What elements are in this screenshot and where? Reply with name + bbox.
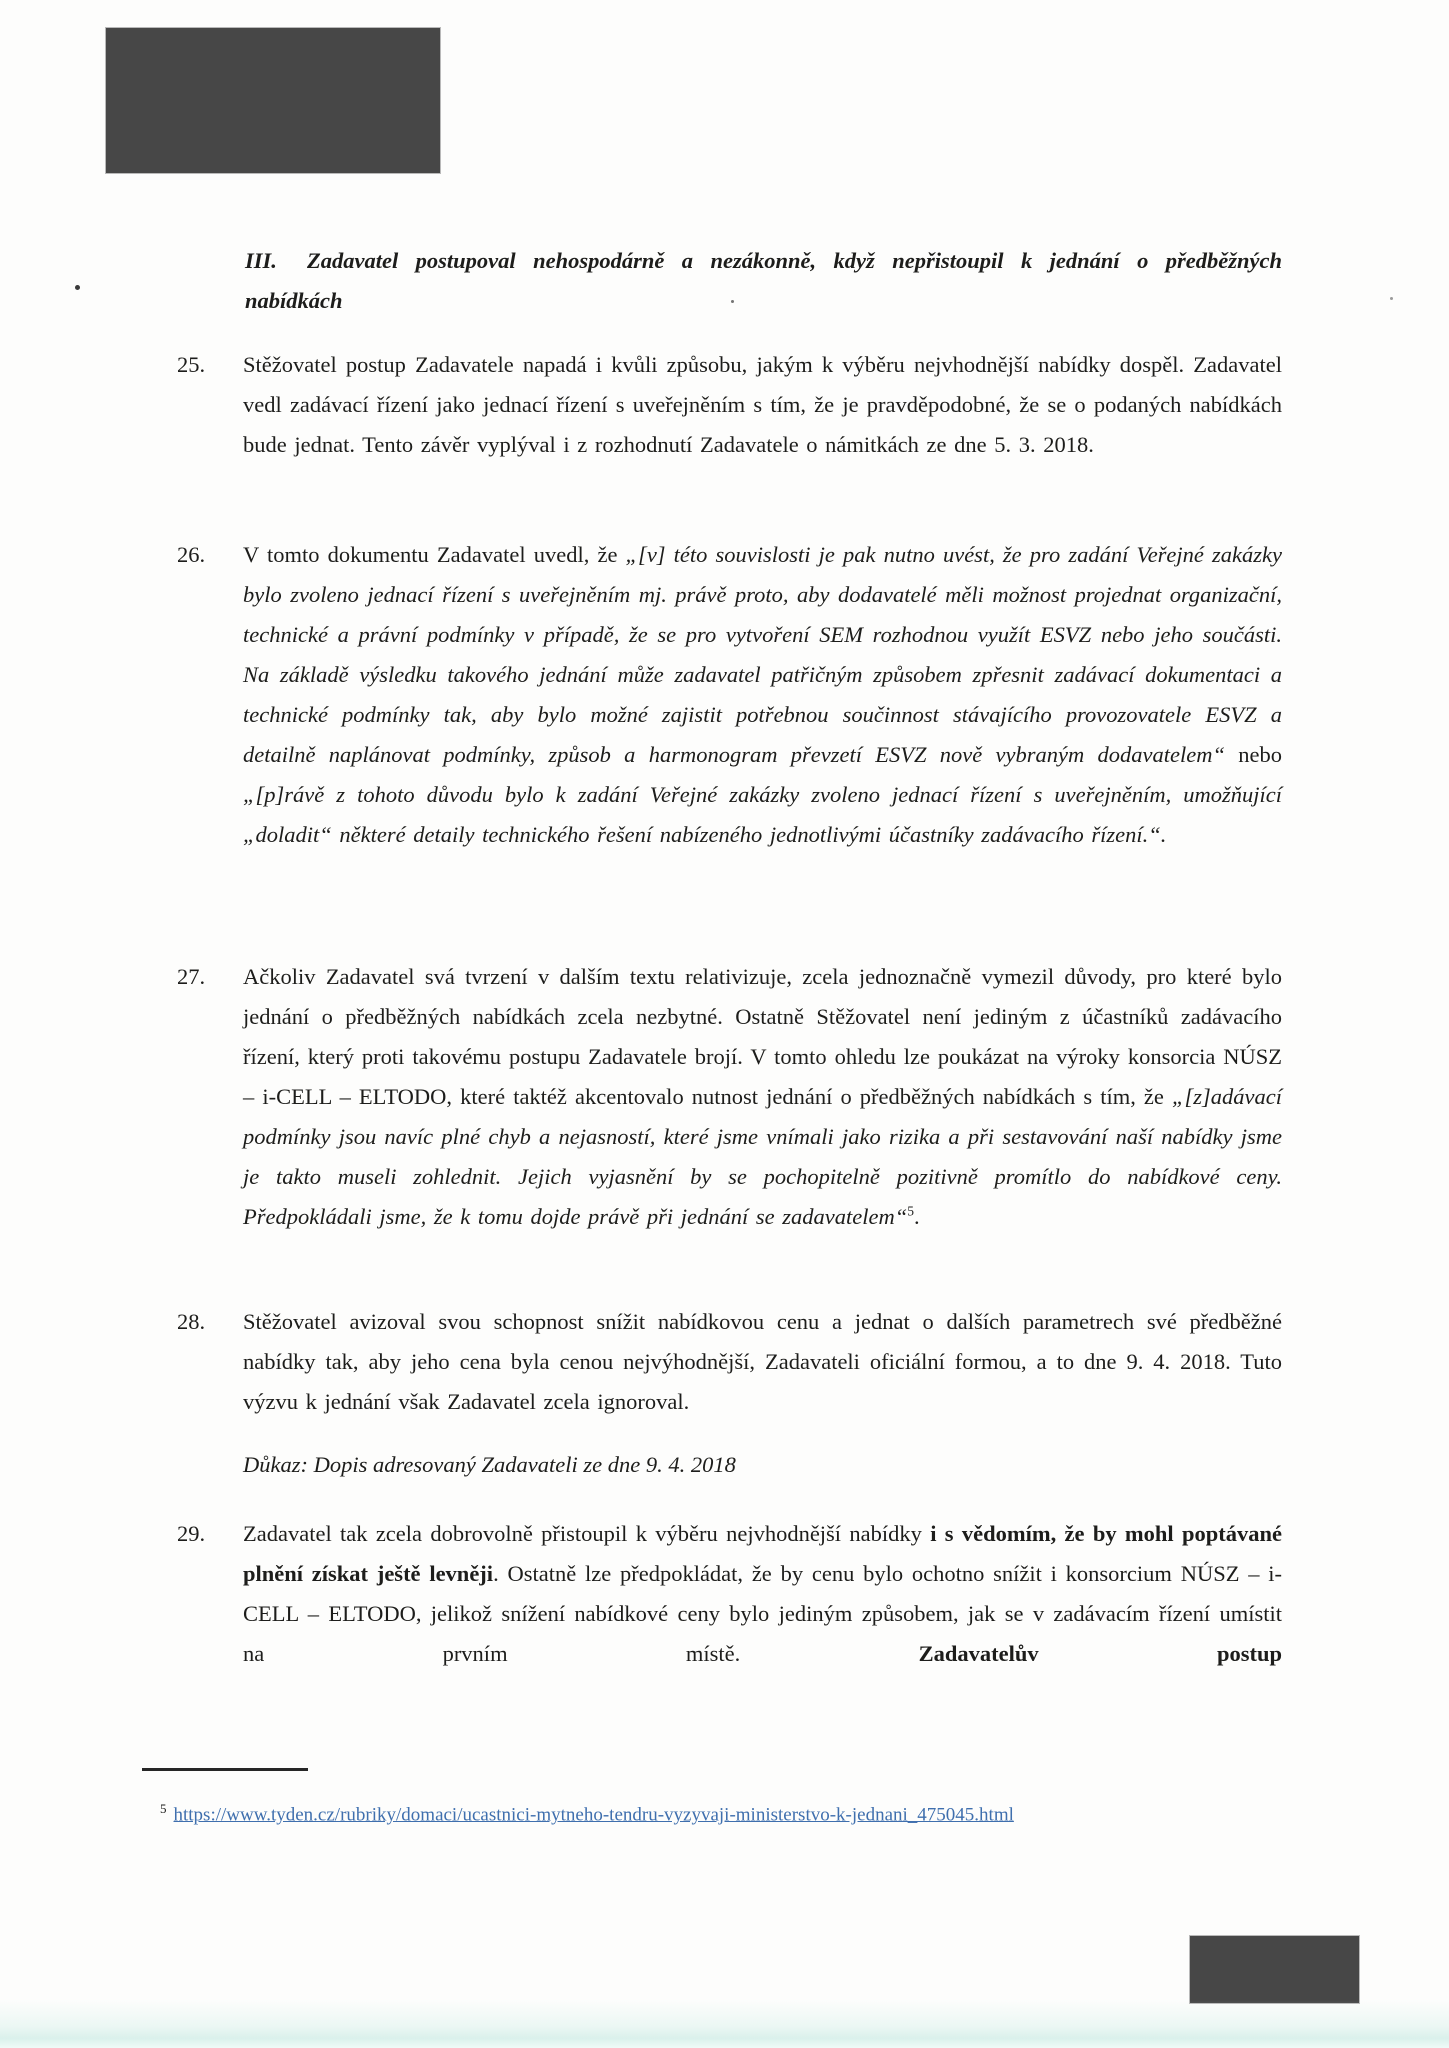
paragraph-25 <box>177 345 1282 465</box>
section-title: Zadavatel postupoval nehospodárně a nezákonně, když nepřistoupil k jednání o předběžných nabídkách <box>245 248 1282 313</box>
paragraph-number: 26. <box>177 542 206 567</box>
scan-speck <box>75 285 80 290</box>
evidence-text: Důkaz: Dopis adresovaný Zadavateli ze dne 9. 4. 2018 <box>243 1452 736 1477</box>
paragraph-text: Ačkoliv Zadavatel svá tvrzení v dalším textu relativizuje, zcela jednoznačně vymezil důvody, pro které bylo jednání o předběžných nabídkách zcela nezbytné. Ostatně Stěžovatel není jediným z účastníků zadávacího řízení, který proti takovému postupu Zadavatele brojí. V tomto ohledu lze poukázat na výroky konsorcia NÚSZ – i-CELL – ELTODO, které taktéž akcentovalo nutnost jednání o předběžných nabídkách s tím, že „[z]adávací podmínky jsou navíc plné chyb a nejasností, které jsme vnímali jako rizika a při sestavování naší nabídky jsme je takto museli zohlednit. Jejich vyjasnění by se pochopitelně pozitivně promítlo do nabídkové ceny. Předpokládali jsme, že k tomu dojde právě při jednání se zadavatelem“$^5$. <box>243 964 1282 1229</box>
footnote-link[interactable]: https://www.tyden.cz/rubriky/domaci/ucastnici-mytneho-tendru-vyzyvaji-ministerstvo-k-jednani_475045.html <box>173 1804 1014 1826</box>
evidence-line <box>243 1445 1282 1485</box>
paragraph-number: 27. <box>177 964 206 989</box>
paragraph-text: Zadavatel tak zcela dobrovolně přistoupil k výběru nejvhodnější nabídky i s vědomím, že by mohl poptávané plnění získat ještě levněji. Ostatně lze předpokládat, že by cenu bylo ochotno snížit i konsorcium NÚSZ – i-CELL – ELTODO, jelikož snížení nabídkové ceny bylo jediným způsobem, jak se v zadávacím řízení umístit na prvním místě. Zadavatelův postup <box>243 1521 1283 1666</box>
paragraph-number: 28. <box>177 1309 206 1334</box>
paragraph-number: 29. <box>177 1521 206 1546</box>
footnote <box>160 1792 1290 1832</box>
scan-speck <box>1390 297 1393 300</box>
paragraph-27 <box>177 957 1282 1237</box>
redaction-block-top <box>105 27 441 174</box>
section-number: III. <box>245 248 277 273</box>
paragraph-text: V tomto dokumentu Zadavatel uvedl, že „[v] této souvislosti je pak nutno uvést, že pro zadání Veřejné zakázky bylo zvoleno jednací řízení s uveřejněním mj. právě proto, aby dodavatelé měli možnost projednat organizační, technické a právní podmínky v případě, že se pro vytvoření SEM rozhodnou využít ESVZ nebo jeho součásti. Na základě výsledku takového jednání může zadavatel patřičným způsobem zpřesnit zadávací dokumentaci a technické podmínky tak, aby bylo možné zajistit potřebnou součinnost stávajícího provozovatele ESVZ a detailně naplánovat podmínky, způsob a harmonogram převzetí ESVZ nově vybraným dodavatelem“ nebo „[p]rávě z tohoto důvodu bylo k zadání Veřejné zakázky zvoleno jednací řízení s uveřejněním, umožňující „doladit“ některé detaily technického řešení nabízeného jednotlivými účastníky zadávacího řízení.“. <box>243 542 1282 847</box>
scan-artifact-strip <box>0 2000 1449 2048</box>
paragraph-text: Stěžovatel avizoval svou schopnost snížit nabídkovou cenu a jednat o dalších parametrech své předběžné nabídky tak, aby jeho cena byla cenou nejvýhodnější, Zadavateli oficiální formou, a to dne 9. 4. 2018. Tuto výzvu k jednání však Zadavatel zcela ignoroval. <box>243 1309 1282 1414</box>
paragraph-text: Stěžovatel postup Zadavatele napadá i kvůli způsobu, jakým k výběru nejvhodnější nabídky dospěl. Zadavatel vedl zadávací řízení jako jednací řízení s uveřejněním s tím, že je pravděpodobné, že se o podaných nabídkách bude jednat. Tento závěr vyplýval i z rozhodnutí Zadavatele o námitkách ze dne 5. 3. 2018. <box>243 352 1282 457</box>
paragraph-28 <box>177 1302 1282 1422</box>
paragraph-26 <box>177 535 1282 855</box>
footnote-separator <box>142 1768 308 1771</box>
redaction-block-bottom <box>1189 1935 1360 2004</box>
section-heading <box>245 241 1282 321</box>
paragraph-number: 25. <box>177 352 206 377</box>
footnote-marker: 5 <box>160 1801 167 1816</box>
paragraph-29 <box>177 1514 1283 1674</box>
